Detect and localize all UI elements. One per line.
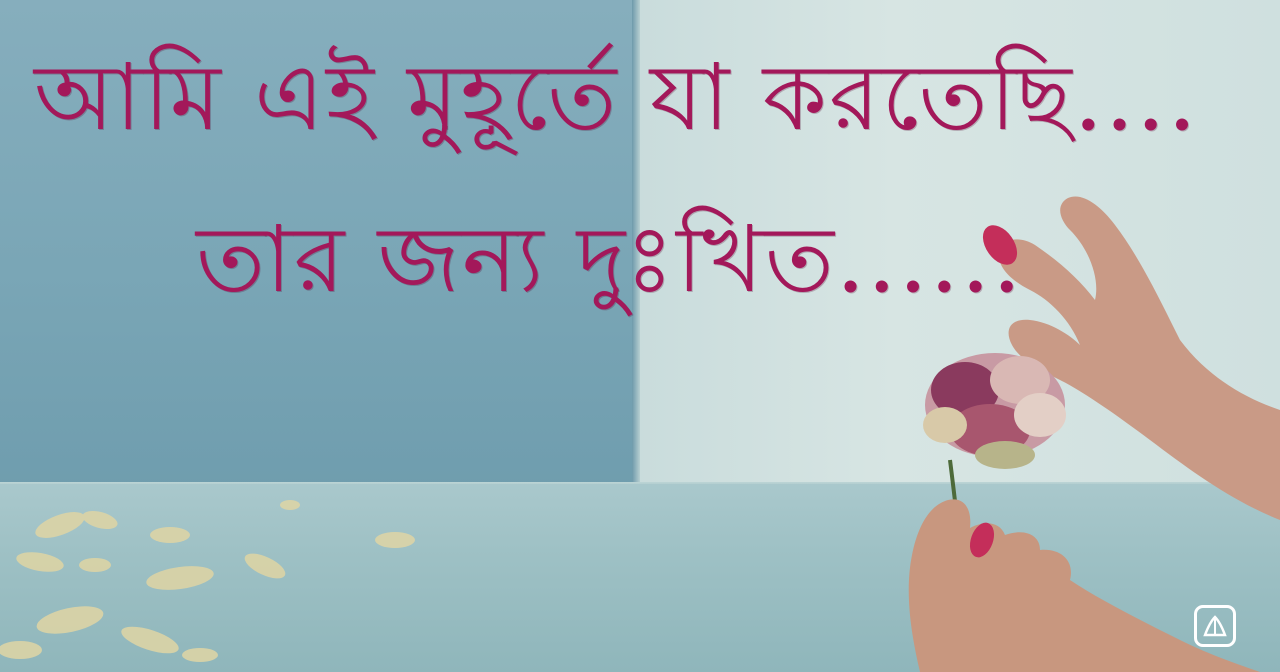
- petal: [0, 641, 42, 659]
- caption-line-2: তার জন্য দুঃখিত......: [196, 206, 1024, 313]
- petal: [150, 527, 190, 543]
- scattered-petals: [0, 500, 415, 662]
- dried-flower: [923, 353, 1066, 469]
- petal: [145, 562, 215, 593]
- petal: [34, 601, 106, 639]
- petal: [15, 549, 65, 575]
- petal: [241, 549, 288, 584]
- petal: [118, 621, 181, 659]
- saavn-logo-icon: [1194, 605, 1236, 647]
- petal: [182, 648, 218, 662]
- petal: [32, 507, 88, 544]
- petal: [79, 558, 111, 572]
- petal: [280, 500, 300, 510]
- logo-glyph: [1202, 613, 1228, 639]
- caption-line-1: আমি এই মুহূর্তে যা করতেছি....: [34, 44, 1199, 151]
- petal: [81, 508, 120, 533]
- petal: [375, 532, 415, 548]
